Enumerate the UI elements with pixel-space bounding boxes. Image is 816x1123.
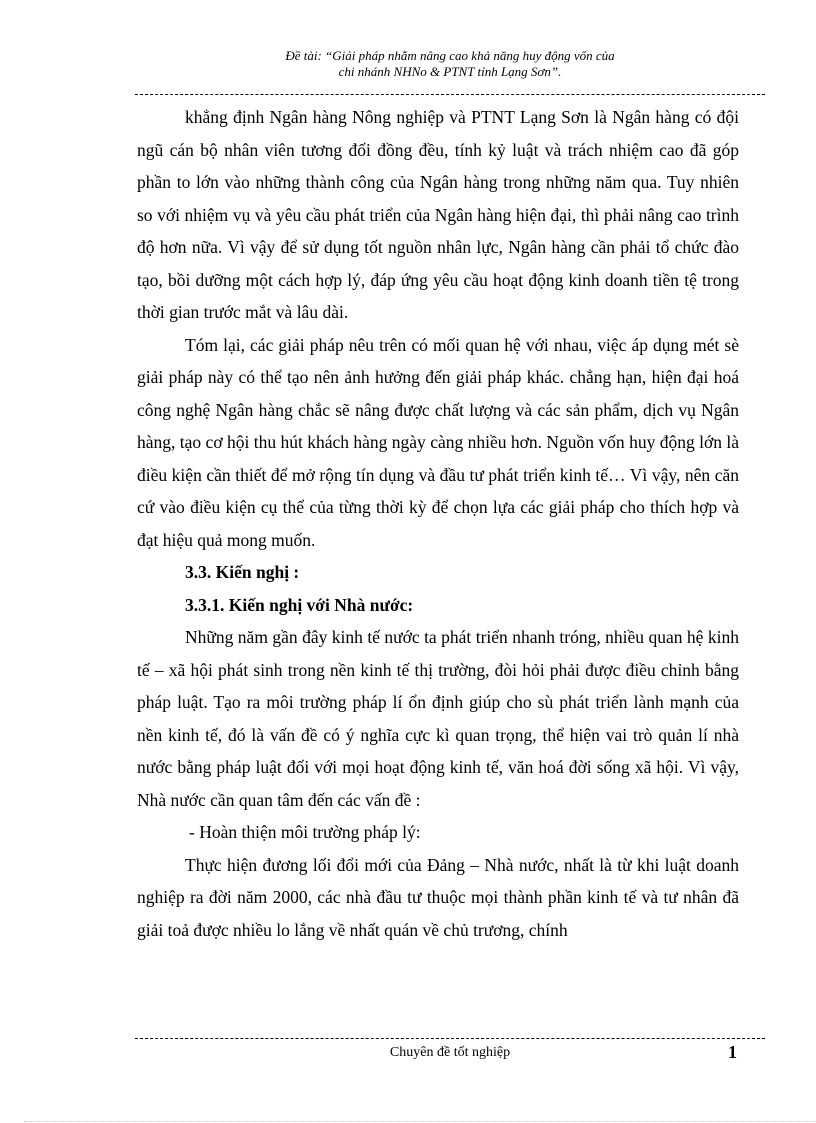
page-footer <box>135 1042 765 1064</box>
page-number: 1 <box>728 1042 737 1062</box>
paragraph-continuation: khẳng định Ngân hàng Nông nghiệp và PTNT Lạng Sơn là Ngân hàng có đội ngũ cán bộ nhân viên tương đối đồng đều, tính kỷ luật và trách nhiệm cao đã góp phần to lớn vào những thành công của Ngân hàng trong những năm qua. Tuy nhiên so với nhiệm vụ và yêu cầu phát triển của Ngân hàng hiện đại, thì phải nâng cao trình độ hơn nữa. Vì vậy để sử dụng tốt nguồn nhân lực, Ngân hàng cần phải tổ chức đào tạo, bồi dưỡng một cách hợp lý, đáp ứng yêu cầu hoạt động kinh doanh tiền tệ trong thời gian trước mắt và lâu dài. <box>137 107 739 322</box>
page-bottom-edge <box>24 1121 816 1122</box>
header-line-2: chi nhánh NHNo & PTNT tỉnh Lạng Sơn”. <box>338 64 562 79</box>
header-divider <box>135 94 765 95</box>
paragraph-policy: Thực hiện đương lối đổi mới của Đảng – Nhà nước, nhất là từ khi luật doanh nghiệp ra đời năm 2000, các nhà đầu tư thuộc mọi thành phần kinh tế và tư nhân đã giải toả được nhiều lo lắng về nhất quán về chủ trương, chính <box>137 854 739 940</box>
paragraph-state-recommendation: Những năm gần đây kinh tế nước ta phát triển nhanh tróng, nhiều quan hệ kinh tế – xã hội phát sinh trong nền kinh tế thị trường, đòi hỏi phải được điều chỉnh bằng pháp luật. Tạo ra môi trường pháp lí ổn định giúp cho sù phát triển lành mạnh của nền kinh tế, đó là vấn đề có ý nghĩa cực kì quan trọng, thể hiện vai trò quản lí nhà nước bằng pháp luật đối với mọi hoạt động kinh tế, văn hoá đời sống xã hội. Vì vậy, Nhà nước cần quan tâm đến các vấn đề : <box>137 627 739 810</box>
bullet-legal-environment: - Hoàn thiện môi trường pháp lý: <box>189 822 421 842</box>
paragraph-summary: Tóm lại, các giải pháp nêu trên có mối quan hệ với nhau, việc áp dụng mét sè giải pháp này có thể tạo nên ảnh hưởng đến giải pháp khác. chẳng hạn, hiện đại hoá công nghệ Ngân hàng chắc sẽ nâng được chất lượng và các sản phẩm, dịch vụ Ngân hàng, tạo cơ hội thu hút khách hàng ngày càng nhiều hơn. Nguồn vốn huy động lớn là điều kiện cần thiết để mở rộng tín dụng và đầu tư phát triển kinh tế… Vì vậy, nên căn cứ vào điều kiện cụ thể của từng thời kỳ để chọn lựa các giải pháp cho thích hợp và đạt hiệu quả mong muốn. <box>137 334 739 550</box>
section-heading-3-3-1: 3.3.1. Kiến nghị với Nhà nước: <box>185 594 414 615</box>
footer-title: Chuyên đề tốt nghiệp <box>389 1045 511 1060</box>
footer-divider <box>135 1038 765 1039</box>
document-body <box>137 101 739 946</box>
page-header <box>135 48 765 80</box>
section-heading-3-3: 3.3. Kiến nghị : <box>185 562 300 582</box>
header-line-1: Đề tài: “Giải pháp nhằm nâng cao khả năng huy động vốn của <box>285 48 615 63</box>
